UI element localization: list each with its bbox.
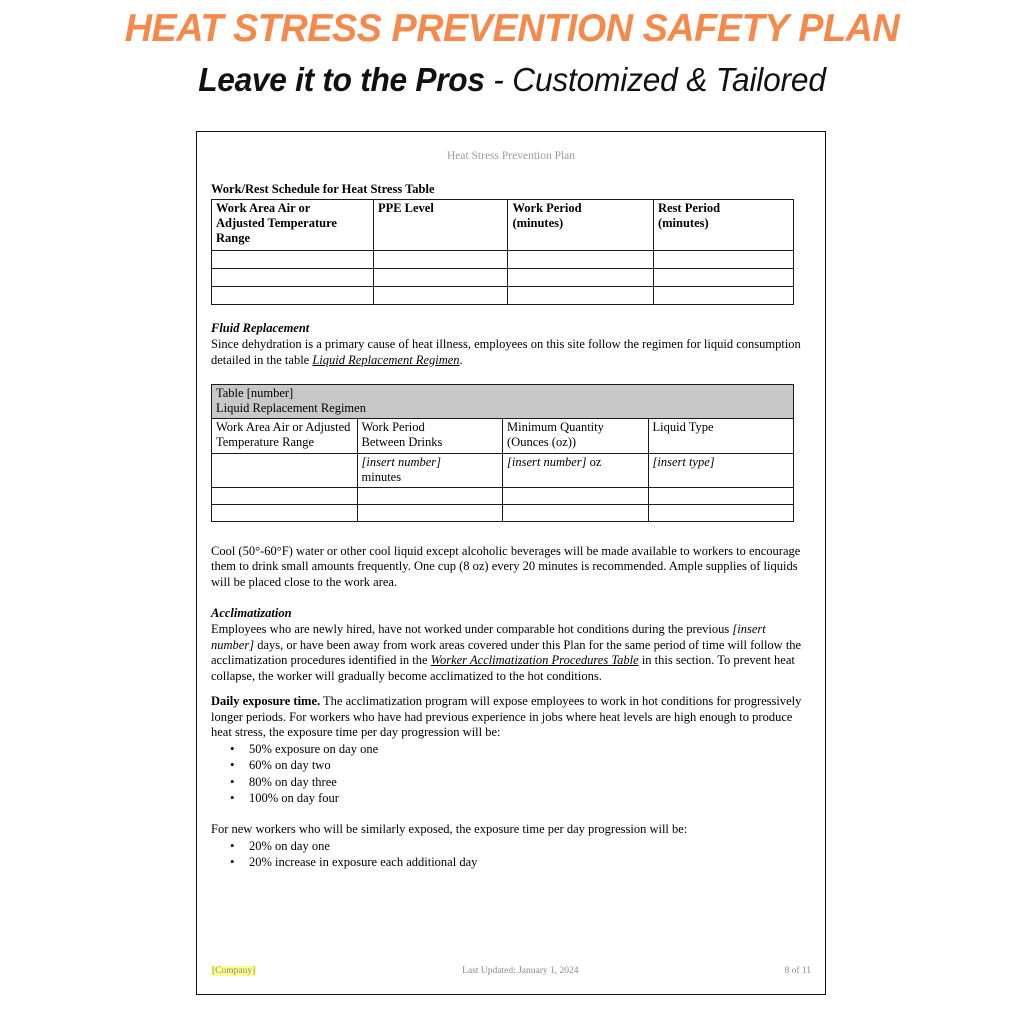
daily-exposure-paragraph [211,694,811,741]
table-header-row [212,419,794,453]
list-item: • 100% on day four [249,790,811,806]
page-footer [211,966,811,976]
fluid-paragraph-pre: Since dehydration is a primary cause of heat illness, employees on this site follow the regimen for liquid consumption detailed in the table [211,337,801,367]
fluid-paragraph-post: . [459,352,463,367]
acclimatization-text-a: Employees who are newly hired, have not worked under comparable hot conditions during the previous [211,622,733,637]
table-row [212,287,794,305]
table-cell [373,287,508,305]
liquid-replacement-table [211,384,794,522]
liquid-replacement-regimen-link[interactable]: Liquid Replacement Regimen [312,352,460,367]
list-item: • 80% on day three [249,774,811,790]
table-caption-cell: Table [number] Liquid Replacement Regimen [212,385,794,419]
table-cell [212,453,358,487]
footer-company-placeholder: [Company] [212,966,256,976]
new-workers-paragraph: For new workers who will be similarly exposed, the exposure time per day progression will be: [211,822,688,837]
table-cell [503,487,649,504]
table-cell-work-period-value: [insert number] minutes [357,453,503,487]
table-row [212,504,794,521]
table-cell [503,504,649,521]
insert-number-placeholder: [insert number] [211,622,766,652]
acclimatization-text-c: in this section. To prevent heat collapse, the worker will gradually become acclimatized to the hot conditions. [211,653,795,683]
worker-acclimatization-procedures-table-link[interactable]: Worker Acclimatization Procedures Table [430,653,639,668]
table-cell [508,251,654,269]
banner-subtitle-strong: Leave it to the Pros [198,61,485,99]
acclimatization-paragraph [211,622,811,684]
table-row [212,487,794,504]
header-cell-temp-range: Work Area Air or Adjusted Temperature Range [212,200,374,251]
table-row [212,269,794,287]
table-cell [373,269,508,287]
cool-water-paragraph: Cool (50°-60°F) water or other cool liquid except alcoholic beverages will be made available to workers to encourage them to drink small amounts frequently. One cup (8 oz) every 20 minutes is recommended. Ample supplies of liquids will be placed close to the work area. [211,543,801,589]
banner-subtitle-light: - Customized & Tailored [484,61,826,99]
table-cell [373,251,508,269]
daily-exposure-lead: Daily exposure time. [211,694,321,709]
acclimatization-heading: Acclimatization [211,606,292,621]
table-cell-quantity-value: [insert number] oz [503,453,649,487]
header-cell-rest-period: Rest Period (minutes) [653,200,793,251]
header-cell-temp-range: Work Area Air or Adjusted Temperature Range [212,419,358,453]
footer-last-updated: Last Updated: January 1, 2024 [462,966,579,976]
table-cell [653,251,793,269]
table-cell [212,487,358,504]
table-row [212,453,794,487]
table-cell [508,287,654,305]
list-item: • 60% on day two [249,757,811,773]
promo-banner [0,0,1024,99]
document-page [196,131,826,995]
table-cell [357,487,503,504]
footer-page-number: 8 of 11 [784,966,811,976]
fluid-replacement-paragraph [211,337,811,368]
table-caption-row [212,385,794,419]
new-workers-bullet-list [211,838,811,871]
table-cell-liquid-type-value: [insert type] [648,453,794,487]
experienced-workers-bullet-list [211,741,811,807]
table-cell [508,269,654,287]
table-cell [212,269,374,287]
header-cell-work-period: Work Period (minutes) [508,200,654,251]
banner-title: HEAT STRESS PREVENTION SAFETY PLAN [124,7,900,50]
running-header: Heat Stress Prevention Plan [446,150,576,162]
table-cell [212,251,374,269]
list-item: • 20% increase in exposure each additional day [249,854,811,870]
header-cell-ppe-level: PPE Level [373,200,508,251]
fluid-replacement-heading: Fluid Replacement [211,321,310,335]
work-rest-heading: Work/Rest Schedule for Heat Stress Table [211,182,435,196]
table-cell [653,269,793,287]
header-cell-liquid-type: Liquid Type [648,419,794,453]
table-cell [653,287,793,305]
table-cell [212,287,374,305]
table-header-row [212,200,794,251]
table-cell [212,504,358,521]
work-rest-table [211,199,794,305]
header-cell-minimum-quantity: Minimum Quantity (Ounces (oz)) [503,419,649,453]
daily-exposure-rest: The acclimatization program will expose employees to work in hot conditions for progressively longer periods. For workers who have had previous experience in jobs where heat levels are high enough to produce heat stress, the exposure time per day progression will be: [211,694,802,740]
table-cell [357,504,503,521]
table-row [212,251,794,269]
banner-subtitle [20,61,1003,99]
table-cell [648,504,794,521]
acclimatization-text-b: days, or have been away from work areas covered under this Plan for the same period of time will follow the acclimatization procedures identified in the [211,637,802,668]
list-item: • 20% on day one [249,838,811,854]
table-cell [648,487,794,504]
list-item: • 50% exposure on day one [249,741,811,757]
header-cell-work-period-between-drinks: Work Period Between Drinks [357,419,503,453]
